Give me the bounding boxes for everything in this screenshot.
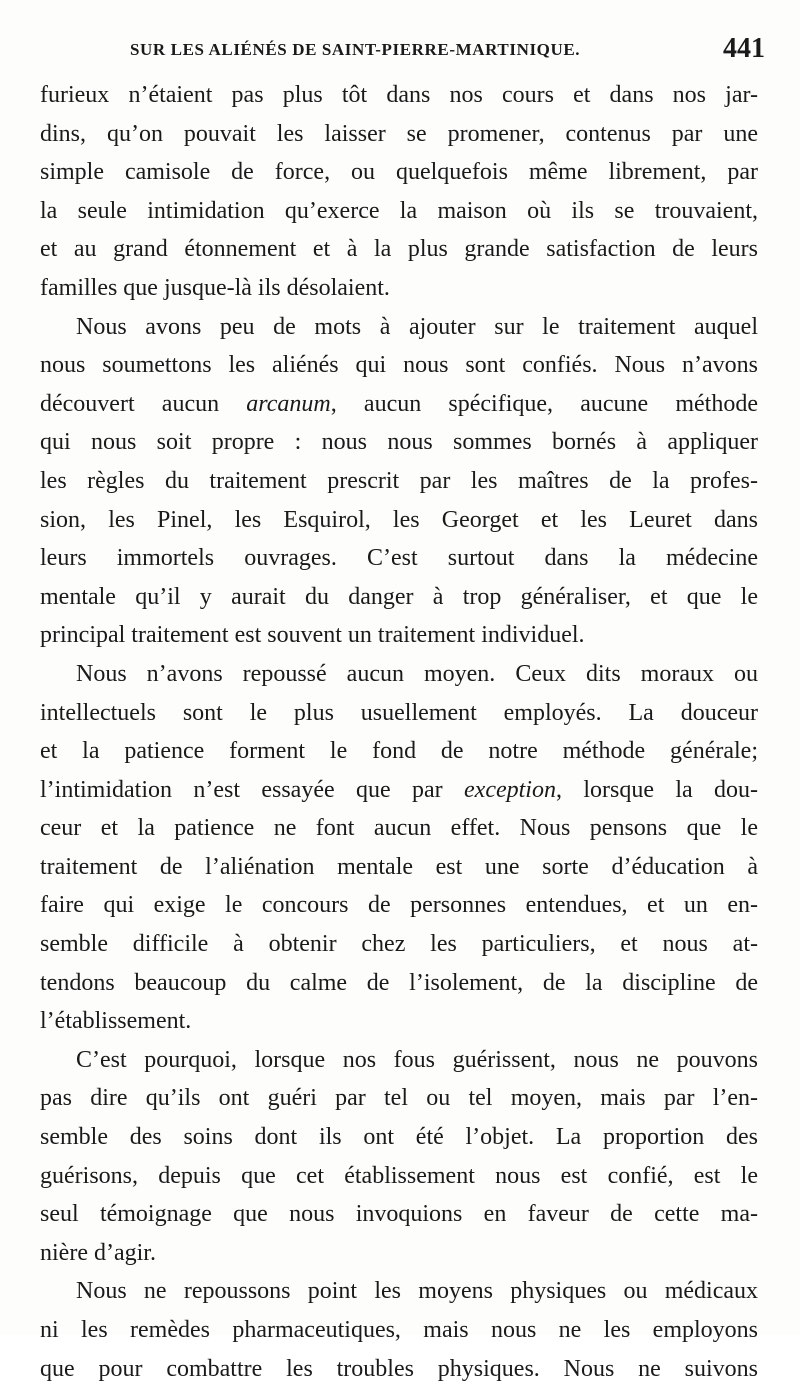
- running-title: SUR LES ALIÉNÉS DE SAINT-PIERRE-MARTINIQUE.: [130, 40, 581, 59]
- text-line: sion, les Pinel, les Esquirol, les Georget et les Leuret dans: [40, 506, 758, 533]
- text-line: tendons beaucoup du calme de l’isolement, de la discipline de: [40, 969, 758, 996]
- text-line: furieux n’étaient pas plus tôt dans nos cours et dans nos jar-: [40, 82, 758, 108]
- text-line: l’intimidation n’est essayée que par exception, lorsque la dou-: [40, 776, 758, 803]
- text-line: Nous avons peu de mots à ajouter sur le traitement auquel: [76, 313, 758, 340]
- text-line: ni les remèdes pharmaceutiques, mais nous ne les employons: [40, 1317, 758, 1343]
- text-line: Nous n’avons repoussé aucun moyen. Ceux dits moraux ou: [76, 660, 758, 687]
- emphasized-word: exception: [464, 776, 556, 803]
- text-line: qui nous soit propre : nous nous sommes bornés à appliquer: [40, 429, 758, 456]
- paragraph: [40, 655, 758, 1041]
- text-line: C’est pourquoi, lorsque nos fous guérissent, nous ne pouvons: [76, 1046, 758, 1073]
- text-line: découvert aucun arcanum, aucun spécifique, aucune méthode: [40, 390, 758, 417]
- text-line: la seule intimidation qu’exerce la maison où ils se trouvaient,: [40, 197, 758, 224]
- text-line: semble difficile à obtenir chez les particuliers, et nous at-: [40, 931, 758, 958]
- emphasized-word: arcanum: [246, 390, 331, 417]
- paragraph: [40, 76, 758, 308]
- text-line: familles que jusque-là ils désolaient.: [40, 274, 390, 301]
- text-line: semble des soins dont ils ont été l’objet. La proportion des: [40, 1124, 758, 1151]
- text-line: traitement de l’aliénation mentale est une sorte d’éducation à: [40, 853, 758, 880]
- text-line: seul témoignage que nous invoquions en faveur de cette ma-: [40, 1201, 758, 1228]
- text-line: mentale qu’il y aurait du danger à trop généraliser, et que le: [40, 583, 758, 610]
- text-line: principal traitement est souvent un traitement individuel.: [40, 622, 585, 649]
- text-line: simple camisole de force, ou quelquefois même librement, par: [40, 159, 758, 186]
- text-line: et au grand étonnement et à la plus grande satisfaction de leurs: [40, 236, 758, 263]
- paragraph: [40, 308, 758, 655]
- text-line: faire qui exige le concours de personnes entendues, et un en-: [40, 892, 758, 919]
- text-line: leurs immortels ouvrages. C’est surtout dans la médecine: [40, 545, 758, 572]
- paragraph: [40, 1272, 758, 1388]
- text-line: guérisons, depuis que cet établissement nous est confié, est le: [40, 1162, 758, 1189]
- text-line: l’établissement.: [40, 1008, 192, 1035]
- text-line: les règles du traitement prescrit par les maîtres de la profes-: [40, 467, 758, 494]
- paragraph: [40, 1041, 758, 1273]
- text-line: nous soumettons les aliénés qui nous sont confiés. Nous n’avons: [40, 352, 758, 379]
- text-line: intellectuels sont le plus usuellement employés. La douceur: [40, 699, 758, 726]
- text-line: nière d’agir.: [40, 1239, 156, 1266]
- text-line: pas dire qu’ils ont guéri par tel ou tel moyen, mais par l’en-: [40, 1085, 758, 1112]
- text-line: ceur et la patience ne font aucun effet. Nous pensons que le: [40, 815, 758, 842]
- text-line: et la patience forment le fond de notre méthode générale;: [40, 738, 758, 765]
- page-number: 441: [723, 33, 765, 64]
- text-line: que pour combattre les troubles physiques. Nous ne suivons: [40, 1355, 758, 1382]
- text-body: [40, 76, 758, 1388]
- text-line: dins, qu’on pouvait les laisser se promener, contenus par une: [40, 120, 758, 147]
- running-head: [40, 30, 765, 70]
- text-line: Nous ne repoussons point les moyens physiques ou médicaux: [76, 1278, 758, 1305]
